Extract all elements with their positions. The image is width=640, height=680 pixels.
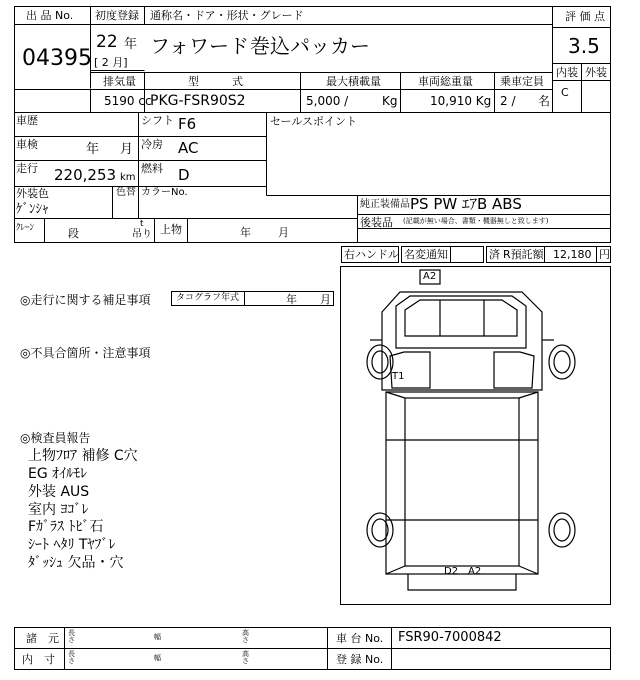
chassis-label: 車 台 No.: [336, 632, 384, 645]
diagram-mark-top: A2: [423, 271, 437, 282]
sales-point-label: セールスポイント: [270, 115, 358, 128]
tacho-year: 年: [286, 293, 297, 306]
length-label: 長さ: [68, 629, 75, 644]
diagram-mark-bottom: D2 A2: [444, 566, 482, 577]
name-change-label: 名変通知: [404, 248, 448, 261]
inspector-line: 室内 ﾖｺﾞﾚ: [28, 502, 89, 518]
dims-length-label: 長さ: [68, 650, 75, 665]
body-type: 巻込パッカー: [250, 34, 370, 58]
inspector-line: EG ｵｲﾙﾓﾚ: [28, 466, 88, 482]
inspector-line: Fｶﾞﾗｽ ﾄﾋﾞ石: [28, 519, 104, 535]
body-month: 月: [278, 226, 289, 239]
crane-stage: 段: [68, 227, 79, 240]
capacity: 2 /: [500, 94, 516, 108]
color-code-label: 色替: [116, 187, 136, 198]
fuel-value: D: [178, 166, 190, 184]
color-value: ｹﾞﾝｼｬ: [16, 202, 49, 217]
diagram-mark-left: T1: [392, 371, 405, 382]
lot-no-label: 出 品 No.: [26, 9, 74, 22]
mileage-label: 走行: [16, 162, 38, 175]
displacement: 5190 cc: [104, 94, 152, 108]
gvw: 10,910 Kg: [430, 94, 492, 108]
tax-unit: 円: [599, 248, 610, 261]
capacity-unit: 名: [538, 94, 551, 108]
tax-label: R預託額: [503, 248, 544, 261]
color-label: 外装色: [16, 187, 49, 200]
score: 3.5: [568, 34, 600, 58]
dims-height-label: 高さ: [242, 650, 249, 665]
width-label: 幅: [154, 633, 161, 641]
dims-width-label: 幅: [154, 654, 161, 662]
reg-year: 22: [96, 32, 118, 52]
equipment-label: 純正装備品: [360, 199, 410, 210]
mileage-value: 220,253: [54, 166, 117, 184]
truck-diagram: [367, 270, 575, 590]
capacity-label: 乗車定員: [500, 75, 544, 88]
model-name: フォワード: [150, 34, 249, 58]
crane-ton: t: [140, 219, 144, 229]
first-reg-label: 初度登録: [95, 9, 139, 22]
body-label: 上物: [160, 223, 182, 236]
tacho-label: タコグラフ年式: [176, 293, 240, 303]
exterior-label: 外装: [585, 66, 607, 79]
lot-no: 04395: [22, 46, 92, 71]
tax-amount: 12,180: [553, 248, 592, 261]
reg-year-unit: 年: [124, 37, 138, 52]
load: 5,000 /: [306, 94, 349, 108]
load-label: 最大積載量: [326, 75, 381, 88]
shift-label: シフト: [141, 114, 174, 127]
post-install-label: 後装品: [360, 216, 393, 229]
tax-prefix: 済: [489, 248, 500, 261]
gvw-label: 車両総重量: [418, 75, 473, 88]
history-label: 車歴: [16, 114, 38, 127]
equipment-value: PS PW ｴｱB ABS: [410, 195, 522, 213]
type-label: 型 式: [188, 75, 243, 88]
interior-value: C: [561, 86, 569, 99]
model-code: PKG-FSR90S2: [150, 93, 246, 109]
displacement-label: 排気量: [103, 75, 136, 88]
reg-month: [ 2 月]: [94, 56, 128, 69]
inspector-label: ◎検査員報告: [20, 431, 91, 445]
dims-label: 内 寸: [22, 653, 55, 666]
defects-label: ◎不具合箇所・注意事項: [20, 346, 151, 360]
driving-notes-label: ◎走行に関する補足事項: [20, 293, 151, 307]
ac-label: 冷房: [141, 138, 163, 151]
inspector-line: 外装 AUS: [28, 484, 90, 500]
crane-label: ｸﾚｰﾝ: [16, 223, 35, 233]
inspection-label: 車検: [16, 138, 38, 151]
ac-value: AC: [178, 139, 199, 157]
chassis-value: FSR90-7000842: [398, 630, 502, 645]
body-year: 年: [240, 226, 251, 239]
reg-no-label: 登 録 No.: [336, 653, 384, 666]
interior-label: 内装: [556, 66, 578, 79]
post-install-note: (記載が無い場合、書類・機器無しと致します): [403, 217, 549, 225]
color-no-label: カラーNo.: [141, 187, 188, 198]
inspector-line: 上物ﾌﾛｱ 補修 C穴: [28, 448, 138, 464]
rating-label: 評 価 点: [565, 10, 605, 23]
name-label: 通称名・ドア・形状・グレード: [150, 9, 304, 22]
specs-label: 諸 元: [26, 632, 59, 645]
inspection-year: 年: [86, 142, 100, 157]
inspection-month: 月: [120, 142, 134, 157]
load-unit: Kg: [382, 94, 398, 108]
fuel-label: 燃料: [141, 162, 163, 175]
shift-value: F6: [178, 115, 197, 133]
inspector-line: ｼｰﾄ ﾍﾀﾘ Tﾔﾌﾞﾚ: [28, 537, 116, 553]
tacho-month: 月: [320, 293, 331, 306]
rhd-label: 右ハンドル: [344, 248, 399, 261]
height-label: 高さ: [242, 629, 249, 644]
inspector-line: ﾀﾞｯｼｭ 欠品・穴: [28, 555, 124, 571]
mileage-unit: km: [120, 172, 136, 183]
crane-hang: 吊り: [132, 229, 152, 240]
